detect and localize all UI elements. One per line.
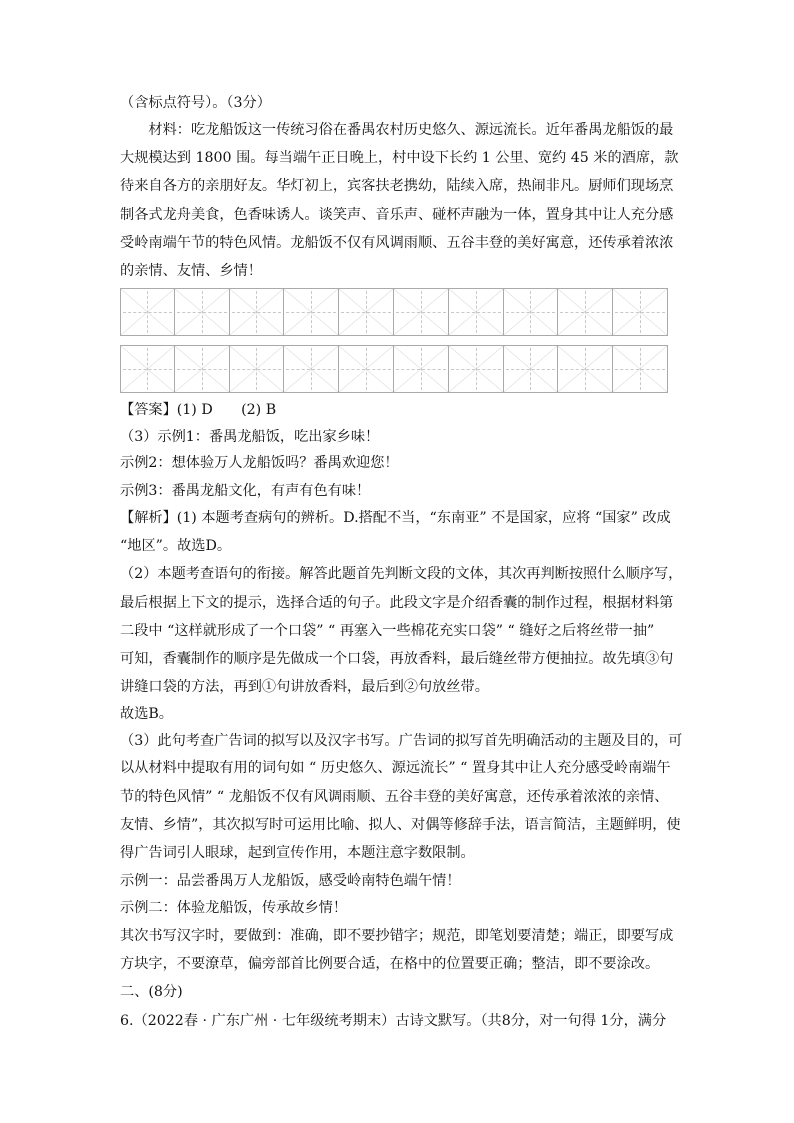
text-line: 得广告词引人眼球，起到宣传作用，本题注意字数限制。 [120,845,475,861]
writing-grid-cell[interactable] [175,288,230,336]
writing-grid-cell[interactable] [175,345,230,393]
writing-grid-cell[interactable] [339,345,394,393]
text-line: 受岭南端午节的特色风情。龙船饭不仅有风调雨顺、五谷丰登的美好寓意，还传承着浓浓 [120,235,674,251]
text-line: 二段中 “这样就形成了一个口袋” “ 再塞入一些棉花充实口袋” “ 缝好之后将丝带一抽” [120,623,655,639]
writing-grid-row [120,345,668,393]
text-line: 材料：吃龙船饭这一传统习俗在番禺农村历史悠久、源远流长。近年番禺龙船饭的最 [120,122,674,138]
writing-grid-cell[interactable] [449,288,504,336]
writing-grid-cell[interactable] [613,288,668,336]
text-line: 6.（2022春 · 广东广州 · 七年级统考期末）古诗文默写。（共8分，对一句得 1分，满分 [120,1013,667,1029]
text-line: （含标点符号）。（3分） [120,95,271,111]
text-line: 故选B。 [120,706,173,722]
text-line: （3）此句考查广告词的拟写以及汉字书写。广告词的拟写首先明确活动的主题及目的，可 [120,733,683,749]
writing-grid-cell[interactable] [120,345,175,393]
writing-grid-cell[interactable] [339,288,394,336]
writing-grid-cell[interactable] [558,288,613,336]
text-line: 待来自各方的亲朋好友。华灯初上，宾客扶老携幼，陆续入席，热闹非凡。厨师们现场烹 [120,178,674,194]
writing-grid-cell[interactable] [558,345,613,393]
writing-grid-cell[interactable] [394,288,449,336]
text-line: 以从材料中提取有用的词句如 “ 历史悠久、源远流长” “ 置身其中让人充分感受岭南端午 [120,760,671,776]
text-line: （3）示例1：番禺龙船饭，吃出家乡味！ [120,429,380,445]
text-line: 示例2：想体验万人龙船饭吗？番禺欢迎您！ [120,455,399,471]
writing-grid-cell[interactable] [394,345,449,393]
text-line: 二、(8分) [120,984,183,1000]
text-line: 节的特色风情” “ 龙船饭不仅有风调雨顺、五谷丰登的美好寓意，还传承着浓浓的亲情、 [120,789,669,805]
text-line: 可知，香囊制作的顺序是先做成一个口袋，再放香料，最后缝丝带方便抽拉。故先填③句 [120,651,674,667]
text-line: 【答案】(1) D (2) B [120,402,277,418]
text-line: 大规模达到 1800 围。每当端午正日晚上，村中设下长约 1 公里、宽约 45 米的酒席，款 [120,150,679,166]
text-line: 友情、乡情”，其次拟写时可运用比喻、拟人、对偶等修辞手法，语言简洁，主题鲜明，使 [120,817,681,833]
writing-grid-row [120,288,668,336]
text-line: 方块字，不要潦草，偏旁部首比例要合适，在格中的位置要正确；整洁，即不要涂改。 [120,956,660,972]
text-line: “地区”。故选D。 [120,538,232,554]
writing-grid-cell[interactable] [230,345,285,393]
text-line: 的亲情、友情、乡情！ [120,263,262,279]
writing-grid-cell[interactable] [120,288,175,336]
text-line: 示例一：品尝番禺万人龙船饭，感受岭南特色端午情！ [120,873,461,889]
text-line: 示例3：番禺龙船文化，有声有色有味！ [120,483,371,499]
writing-grid-cell[interactable] [504,288,559,336]
writing-grid-cell[interactable] [613,345,668,393]
text-line: （2）本题考查语句的衔接。解答此题首先判断文段的文体，其次再判断按照什么顺序写， [120,566,683,582]
text-line: 【解析】(1) 本题考查病句的辨析。D.搭配不当，“东南亚” 不是国家，应将 “国家” 改成 [120,510,671,526]
writing-grid-cell[interactable] [230,288,285,336]
text-line: 最后根据上下文的提示，选择合适的句子。此段文字是介绍香囊的制作过程，根据材料第 [120,595,674,611]
writing-grid-cell[interactable] [449,345,504,393]
text-line: 讲缝口袋的方法，再到①句讲放香料，最后到②句放丝带。 [120,679,489,695]
text-line: 示例二：体验龙船饭，传承故乡情！ [120,900,348,916]
writing-grid-cell[interactable] [284,345,339,393]
writing-grid-cell[interactable] [504,345,559,393]
text-line: 其次书写汉字时，要做到：准确，即不要抄错字；规范，即笔划要清楚；端正，即要写成 [120,928,674,944]
writing-grid-cell[interactable] [284,288,339,336]
text-line: 制各式龙舟美食，色香味诱人。谈笑声、音乐声、碰杯声融为一体，置身其中让人充分感 [120,207,674,223]
